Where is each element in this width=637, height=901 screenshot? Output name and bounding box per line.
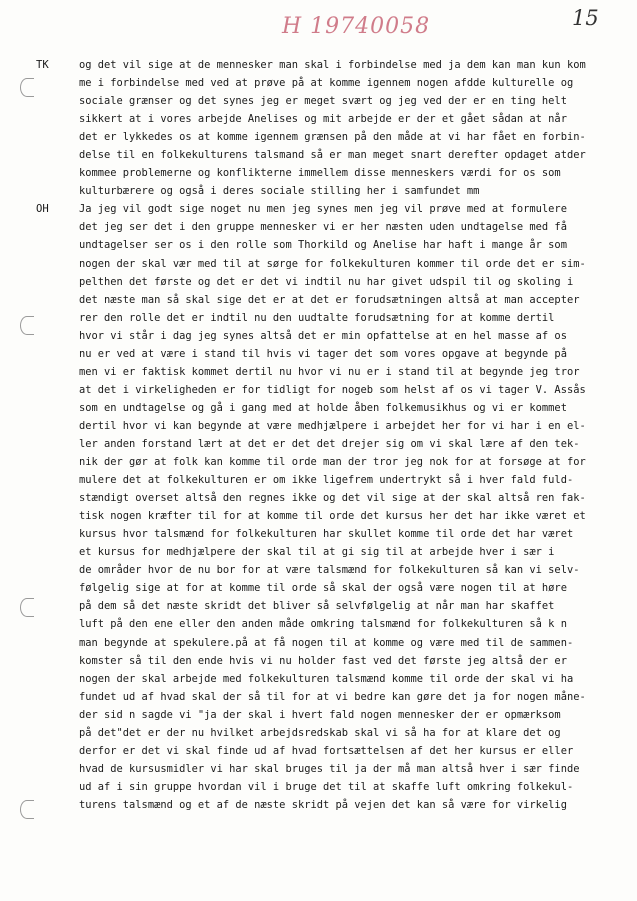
- transcript-line: de områder hvor de nu bor for at være talsmænd for folkekulturen så kan vi selv-: [79, 564, 580, 577]
- transcript-line: at det i virkeligheden er for tidligt for nogeb som helst af os vi tager V. Assås: [79, 383, 586, 396]
- transcript-line: som en undtagelse og gå i gang med at holde åben folkemusikhus og vi er kommet: [79, 401, 567, 414]
- transcript-line: dertil hvor vi kan begynde at være medhjælpere i arbejdet her for vi har i en el-: [79, 419, 586, 432]
- transcript-line: tisk nogen kræfter til for at komme til orde det kursus her det har ikke været et: [79, 510, 586, 523]
- speaker-label-oh: OH: [36, 203, 49, 216]
- transcript-line: luft på den ene eller den anden måde omkring talsmænd for folkekulturen så k n: [79, 618, 567, 631]
- transcript-line: kursus hvor talsmænd for folkekulturen har skullet komme til orde det har været: [79, 528, 574, 541]
- transcript-line: på dem så det næste skridt det bliver så selvfølgelig at når man har skaffet: [79, 600, 555, 613]
- transcript-line: man begynde at spekulere.på at få nogen til at komme og være med til de sammen-: [79, 636, 574, 649]
- transcript-line: delse til en folkekulturens talsmand så er man meget snart derefter opdaget atder: [79, 149, 586, 162]
- transcript-line: hvor vi står i dag jeg synes altså det er min opfattelse at en hel masse af os: [79, 329, 567, 342]
- transcript-line: turens talsmænd og et af de næste skridt på vejen det kan så være for virkelig: [79, 798, 567, 811]
- transcript-line: der sid n sagde vi "ja der skal i hvert fald nogen mennesker der er opmærksom: [79, 708, 561, 721]
- transcript-line: Ja jeg vil godt sige noget nu men jeg synes men jeg vil prøve med at formulere: [79, 203, 567, 216]
- transcript-line: sikkert at i vores arbejde Anelises og mit arbejde er der et gået sådan at når: [79, 113, 567, 126]
- transcript-line: sociale grænser og det synes jeg er meget svært og jeg ved der er en ting helt: [79, 95, 567, 108]
- transcript-line: nu er ved at være i stand til hvis vi tager det som vores opgave at begynde på: [79, 347, 567, 360]
- archive-id-annotation: H 19740058: [282, 14, 431, 39]
- transcript-line: det er lykkedes os at komme igennem grænsen på den måde at vi har fået en forbin-: [79, 131, 586, 144]
- transcript-line: ler anden forstand lært at det er det det drejer sig om vi skal lære af den tek-: [79, 437, 580, 450]
- transcript-line: stændigt overset altså den regnes ikke og det vil sige at der skal altså ren fak-: [79, 492, 586, 505]
- transcript-line: pelthen det første og det er det vi indtil nu har givet udspil til og skoling i: [79, 275, 574, 288]
- speaker-label-tk: TK: [36, 59, 49, 71]
- transcript-line: rer den rolle det er indtil nu den uudtalte forudsætning for at komme dertil: [79, 311, 555, 324]
- transcript-line: nik der gør at folk kan komme til orde man der tror jeg nok for at forsøge at for: [79, 456, 586, 469]
- transcript-line: undtagelser ser os i den rolle som Thorkild og Anelise har haft i mange år som: [79, 239, 567, 252]
- transcript-line: me i forbindelse med ved at prøve på at komme igennem nogen afdde kulturelle og: [79, 77, 574, 90]
- transcript-line: mulere det at folkekulturen er om ikke ligefrem undertrykt så i hver fald fuld-: [79, 474, 574, 487]
- transcript-line: komster så til den ende hvis vi nu holder fast ved det første jeg altså der er: [79, 654, 567, 667]
- transcript-line: derfor er det vi skal finde ud af hvad fortsættelsen af det her kursus er eller: [79, 744, 574, 757]
- transcript-line: nogen der skal arbejde med folkekulturen talsmænd komme til orde der skal vi ha: [79, 672, 574, 685]
- transcript-line: hvad de kursusmidler vi har skal bruges til ja der må man altså hver i sær finde: [79, 762, 580, 775]
- transcript-body: [79, 56, 631, 814]
- transcript-line: kulturbærere og også i deres sociale stilling her i samfundet mm: [79, 185, 480, 198]
- transcript-line: følgelig sige at for at komme til orde så skal der også være nogen til at høre: [79, 582, 567, 595]
- transcript-line: det næste man så skal sige det er at det er forudsætningen altså at man accepter: [79, 293, 580, 306]
- transcript-line: nogen der skal vær med til at sørge for folkekulturen kommer til orde det er sim-: [79, 257, 586, 270]
- transcript-line: men vi er faktisk kommet dertil nu hvor vi nu er i stand til at begynde jeg tror: [79, 365, 580, 378]
- page-number: 15: [572, 6, 599, 30]
- transcript-line: kommee problemerne og konflikterne immellem disse menneskers værdi for os som: [79, 167, 561, 180]
- punch-hole-mark: [20, 800, 34, 819]
- transcript-line: og det vil sige at de mennesker man skal i forbindelse med ja dem kan man kun kom: [79, 59, 586, 71]
- transcript-line: fundet ud af hvad skal der så til for at vi bedre kan gøre det ja for nogen måne-: [79, 690, 586, 703]
- transcript-line: et kursus for medhjælpere der skal til at gi sig til at arbejde hver i sær i: [79, 546, 555, 559]
- transcript-line: på det"det er der nu hvilket arbejdsredskab skal vi så ha for at klare det og: [79, 726, 561, 739]
- punch-hole-mark: [20, 78, 34, 97]
- punch-hole-mark: [20, 598, 34, 617]
- punch-hole-mark: [20, 316, 34, 335]
- transcript-line: ud af i sin gruppe hvordan vil i bruge det til at skaffe luft omkring folkekul-: [79, 780, 574, 793]
- transcript-line: det jeg ser det i den gruppe mennesker vi er her næsten uden undtagelse med få: [79, 221, 567, 234]
